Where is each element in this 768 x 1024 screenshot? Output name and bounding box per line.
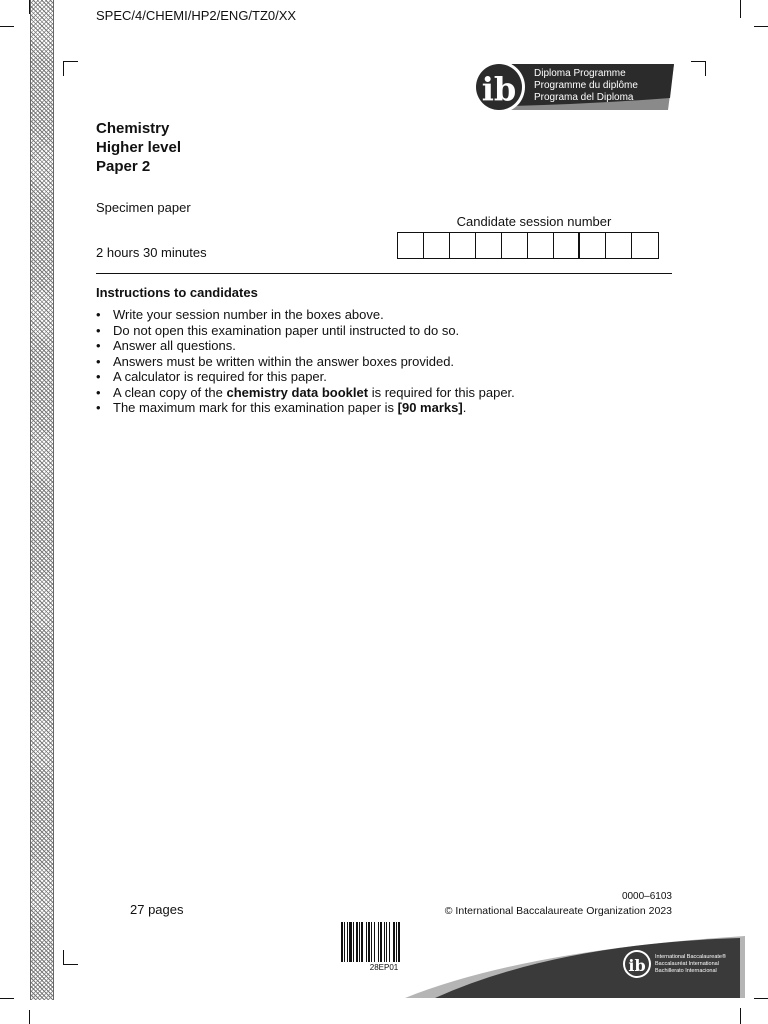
band-logo-line-1: International Baccalaureate® [655, 954, 727, 960]
ib-logo-icon [472, 60, 674, 114]
subject-block [96, 119, 181, 176]
session-digit-box[interactable] [450, 233, 476, 258]
header-divider [96, 273, 672, 274]
instructions-title: Instructions to candidates [96, 285, 258, 300]
barcode-icon [340, 922, 428, 962]
exam-duration: 2 hours 30 minutes [96, 245, 207, 260]
session-digit-box[interactable] [424, 233, 450, 258]
instruction-item: • Write your session number in the boxes above. [96, 307, 515, 323]
reference-code: SPEC/4/CHEMI/HP2/ENG/TZ0/XX [96, 8, 297, 23]
barcode-bar [356, 922, 358, 962]
crop-mark-top-left [63, 61, 78, 76]
data-booklet-emphasis: chemistry data booklet [226, 384, 369, 400]
instruction-item: • The maximum mark for this examination paper is [90 marks]. [96, 400, 515, 416]
candidate-session-boxes[interactable] [397, 232, 659, 259]
barcode-bar [393, 922, 395, 962]
copyright-notice: © International Baccalaureate Organization 2023 [444, 905, 672, 917]
barcode-bar [349, 922, 352, 962]
trim-mark-left-lower [0, 998, 14, 999]
session-digit-box[interactable] [502, 233, 528, 258]
logo-line-1: Diploma Programme [534, 68, 626, 79]
instruction-item: • A calculator is required for this paper. [96, 369, 515, 385]
crop-mark-bottom-left [63, 950, 78, 965]
instruction-item: • Do not open this examination paper until instructed to do so. [96, 323, 515, 339]
barcode-bar [380, 922, 382, 962]
session-digit-box[interactable] [554, 233, 580, 258]
barcode-bar [368, 922, 370, 962]
instructions-list [96, 307, 515, 416]
paper-number: Paper 2 [96, 158, 151, 175]
session-digit-box[interactable] [580, 233, 606, 258]
trim-mark-top-left [29, 0, 30, 14]
barcode-label: 28EP01 [369, 963, 399, 972]
crop-mark-top-right [691, 61, 706, 76]
barcode-bar [378, 922, 379, 962]
barcode-bar [386, 922, 387, 962]
barcode-bar [366, 922, 367, 962]
paper-type: Specimen paper [96, 200, 191, 215]
trim-mark-right-upper [754, 26, 768, 27]
paper-code: 0000–6103 [621, 891, 672, 902]
barcode-bar [341, 922, 343, 962]
band-logo-line-2: Baccalauréat International [655, 961, 719, 967]
trim-mark-bottom-right [740, 1008, 741, 1024]
barcode-bar [344, 922, 345, 962]
barcode-bar [361, 922, 363, 962]
trim-mark-bottom-left [29, 1010, 30, 1024]
binding-hatch-strip [30, 0, 54, 1000]
instruction-item: • Answers must be written within the answer boxes provided. [96, 354, 515, 370]
instruction-item: • A clean copy of the chemistry data booklet is required for this paper. [96, 385, 515, 401]
trim-mark-right-lower [754, 998, 768, 999]
barcode-bar [374, 922, 375, 962]
session-digit-box[interactable] [476, 233, 502, 258]
barcode-bar [398, 922, 400, 962]
instruction-item: • Answer all questions. [96, 338, 515, 354]
candidate-session-label: Candidate session number [456, 214, 612, 229]
barcode-bar [359, 922, 360, 962]
session-digit-box[interactable] [632, 233, 658, 258]
barcode-bar [371, 922, 372, 962]
barcode-bar [396, 922, 397, 962]
session-digit-box[interactable] [606, 233, 632, 258]
page-count: 27 pages [130, 902, 184, 917]
subject-level: Higher level [96, 139, 182, 156]
band-logo-line-3: Bachillerato Internacional [655, 968, 717, 974]
svg-text:ib: ib [628, 956, 646, 975]
max-marks-emphasis: [90 marks] [397, 400, 463, 415]
footer-brand-band [405, 930, 745, 1000]
trim-mark-left-upper [0, 26, 14, 27]
barcode-bar [347, 922, 348, 962]
session-digit-box[interactable] [528, 233, 554, 258]
subject-name: Chemistry [96, 120, 170, 137]
barcode-bar [384, 922, 385, 962]
logo-line-3: Programa del Diploma [534, 92, 634, 103]
trim-mark-top-right [740, 0, 741, 18]
logo-line-2: Programme du diplôme [534, 80, 638, 91]
session-digit-box[interactable] [398, 233, 424, 258]
barcode-bar [389, 922, 390, 962]
svg-text:ib: ib [481, 70, 517, 108]
barcode-bar [353, 922, 354, 962]
